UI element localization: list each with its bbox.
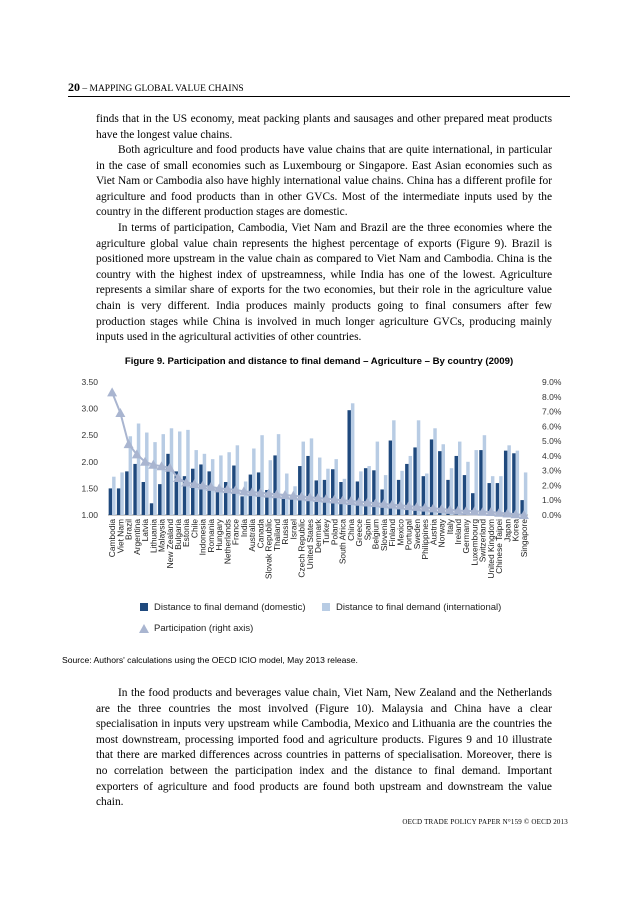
x-tick-label: Lithuania [148, 519, 159, 553]
x-tick-label: Hungary [214, 519, 225, 551]
x-tick-label: Czech Republic [296, 519, 307, 578]
x-tick-label: Canada [255, 519, 266, 549]
bar-domestic [397, 480, 400, 515]
legend-label-international: Distance to final demand (international) [336, 602, 502, 613]
bar-international [326, 469, 329, 515]
x-tick-label: Finland [387, 519, 398, 547]
y-tick-label-right-3: 3.0% [542, 465, 562, 476]
x-tick-label: Slovenia [378, 519, 389, 552]
bar-domestic [117, 488, 120, 515]
bar-international [507, 445, 510, 515]
x-tick-label: Sweden [411, 519, 422, 550]
bar-domestic [504, 451, 507, 515]
bar-international [318, 458, 321, 515]
bar-international [252, 449, 255, 516]
y-tick-label-left-1: 1.50 [81, 483, 98, 494]
legend-item-domestic [140, 602, 306, 613]
x-tick-label: Belgium [370, 519, 381, 550]
y-tick-label-right-8: 8.0% [542, 391, 562, 402]
bar-domestic [430, 439, 433, 515]
x-tick-label: Luxembourg [469, 519, 480, 566]
x-tick-label: New Zealand [164, 519, 175, 569]
y-tick-label-left-4: 3.00 [81, 403, 98, 414]
bar-international [120, 472, 123, 515]
y-tick-label-left-3: 2.50 [81, 430, 98, 441]
y-tick-label-left-5: 3.50 [81, 377, 98, 387]
x-tick-label: Mexico [395, 519, 406, 546]
paragraph-participation-text: In terms of participation, Cambodia, Viet Nam and Brazil are the three economies where the agriculture global value chain represents the highest percentage of exports (Figure 9). Brazil is positioned more upstream in the value chain as compared to Viet Nam and Cambodia. China is the country with the highest index of upstreamness, while India has one of the lowest. Agriculture represents a similar share of exports for the two economies, but their role in the agriculture value chain is very different. India produces mainly products going to final consumers after few production stages while China is involved in much longer agriculture GVCs, producing mainly inputs used in the agricultural activities of other countries. [96, 222, 552, 344]
bar-domestic [142, 482, 145, 515]
bar-international [277, 434, 280, 515]
x-tick-label: Austria [428, 519, 439, 546]
y-tick-label-left-0: 1.00 [81, 510, 98, 520]
x-tick-label: Slovak Republic [263, 519, 274, 580]
figure-source: Source: Authors' calculations using the OECD ICIO model, May 2013 release. [62, 655, 358, 665]
page-footer: OECD TRADE POLICY PAPER N°159 © OECD 2013 [402, 818, 568, 826]
bar-domestic [199, 464, 202, 515]
bar-domestic [158, 484, 161, 515]
x-tick-label: Portugal [403, 519, 414, 551]
legend-marker-participation [139, 624, 149, 633]
x-tick-label: Estonia [181, 519, 192, 547]
y-tick-label-right-0: 0.0% [542, 510, 562, 520]
bar-international [516, 451, 519, 515]
bar-domestic [512, 453, 515, 515]
bar-international [433, 428, 436, 515]
x-tick-label: Chile [189, 519, 200, 539]
page-number: 20 [68, 80, 80, 94]
bar-international [186, 430, 189, 515]
participation-marker [107, 387, 117, 396]
x-tick-label: Switzerland [477, 519, 488, 563]
y-tick-label-left-2: 2.00 [81, 456, 98, 467]
paragraph-participation [96, 221, 552, 346]
bar-international [334, 459, 337, 515]
x-tick-label: Latvia [140, 519, 151, 542]
legend-item-participation [139, 623, 253, 634]
bar-international [483, 435, 486, 515]
bar-domestic [150, 503, 153, 515]
participation-marker [124, 439, 134, 448]
header-rule [68, 96, 570, 97]
bar-domestic [455, 456, 458, 515]
bar-domestic [166, 454, 169, 515]
bar-international [417, 420, 420, 515]
bar-domestic [240, 496, 243, 515]
bar-international [153, 442, 156, 515]
y-tick-label-right-2: 2.0% [542, 480, 562, 491]
paragraph-food-text: In the food products and beverages value chain, Viet Nam, New Zealand and the Netherlands are the three countries the most involved (Figure 10). Malaysia and China have a clear specialisation in inputs very upstream while Cambodia, Mexico and Lithuania are the countries the most downstream, processing imported food and agriculture products. Figures 9 and 10 illustrate that there are marked differences across countries in patterns of specialisation. Moreover, there is no correlation between the participation index and the distance to final demand. Important exporters of agriculture and food products are found both upstream and downstream the value chain. [96, 687, 552, 809]
x-tick-label: United States [304, 519, 315, 570]
x-tick-label: Brazil [123, 519, 134, 540]
bar-domestic [306, 456, 309, 515]
x-tick-label: Netherlands [222, 519, 233, 565]
bar-domestic [109, 488, 112, 515]
x-tick-label: Italy [444, 519, 455, 535]
bar-international [269, 460, 272, 515]
x-tick-label: Argentina [131, 519, 142, 555]
x-tick-label: Australia [247, 519, 258, 552]
x-tick-label: Malaysia [156, 519, 167, 553]
x-tick-label: Indonesia [197, 519, 208, 556]
bar-domestic [207, 471, 210, 515]
bar-international [367, 466, 370, 515]
bar-international [359, 471, 362, 515]
x-tick-label: Singapore [518, 519, 529, 558]
x-tick-label: Greece [354, 519, 365, 547]
bar-domestic [298, 466, 301, 515]
bar-international [474, 450, 477, 515]
bar-international [137, 423, 140, 515]
legend-item-international [322, 602, 501, 613]
bar-international [236, 445, 239, 515]
x-tick-label: South Africa [337, 519, 348, 565]
bar-international [458, 442, 461, 515]
y-tick-label-right-6: 6.0% [542, 421, 562, 432]
y-tick-label-right-5: 5.0% [542, 436, 562, 447]
legend-label-domestic: Distance to final demand (domestic) [154, 602, 306, 613]
x-tick-label: Romania [205, 519, 216, 553]
x-tick-label: Korea [510, 519, 521, 542]
x-tick-label: Cambodia [107, 519, 118, 558]
legend-swatch-domestic [140, 603, 148, 611]
bar-international [145, 433, 148, 515]
bar-international [260, 435, 263, 515]
x-tick-label: Turkey [321, 519, 332, 545]
bar-international [302, 442, 305, 515]
x-tick-label: Bulgaria [173, 519, 183, 550]
bar-international [162, 434, 165, 515]
bar-international [384, 475, 387, 515]
paragraph-international [96, 143, 552, 221]
running-header [68, 80, 244, 95]
legend-swatch-international [322, 603, 330, 611]
x-tick-label: Spain [362, 519, 373, 541]
bar-international [244, 481, 247, 515]
bar-domestic [191, 469, 194, 515]
x-tick-label: Chinese Taipei [494, 519, 505, 574]
y-tick-label-right-1: 1.0% [542, 495, 562, 506]
x-tick-label: Israel [288, 519, 299, 540]
y-tick-label-right-7: 7.0% [542, 406, 562, 417]
paragraph-food [96, 686, 552, 811]
x-tick-label: Japan [502, 519, 513, 542]
bar-domestic [364, 468, 367, 515]
running-title: – MAPPING GLOBAL VALUE CHAINS [80, 84, 244, 94]
bar-international [442, 444, 445, 515]
x-tick-label: Thailand [271, 519, 282, 552]
x-tick-label: Philippines [420, 519, 431, 560]
figure-chart [60, 372, 580, 642]
bar-domestic [133, 464, 136, 515]
bar-domestic [372, 470, 375, 515]
x-tick-label: China [345, 519, 356, 541]
x-tick-label: Germany [461, 519, 472, 554]
x-tick-label: France [230, 519, 241, 546]
participation-marker [115, 408, 125, 417]
bar-domestic [273, 455, 276, 515]
figure-title: Figure 9. Participation and distance to final demand – Agriculture – By country (2009) [124, 356, 514, 367]
legend-label-participation: Participation (right axis) [154, 623, 254, 634]
x-tick-label: Russia [280, 519, 291, 545]
bar-international [310, 438, 313, 515]
x-tick-label: Ireland [453, 519, 463, 545]
bar-domestic [125, 471, 128, 515]
bar-domestic [290, 498, 293, 515]
bar-international [524, 472, 527, 515]
paragraph-continuation: finds that in the US economy, meat packing plants and sausages and other prepared meat products have the longest value chains. [96, 113, 552, 141]
bar-international [293, 486, 296, 515]
x-tick-label: Denmark [313, 519, 323, 553]
bar-international [227, 452, 230, 515]
bar-domestic [479, 450, 482, 515]
paragraph-international-text: Both agriculture and food products have value chains that are quite international, in particular in the case of small economies such as Luxembourg or Singapore. East Asian economies such as Viet Nam or Cambodia also have highly international value chains. China has a different profile for agriculture and food products than in other GVCs. Most of the intermediate inputs used by the country in the different production stages are domestic. [96, 144, 552, 219]
x-tick-label: India [238, 519, 249, 538]
x-tick-label: Norway [436, 519, 447, 548]
bar-international [178, 431, 181, 515]
x-tick-label: Poland [329, 519, 340, 546]
x-tick-label: United Kingdom [485, 519, 496, 579]
y-tick-label-right-4: 4.0% [542, 450, 562, 461]
x-tick-label: Viet Nam [115, 519, 126, 554]
bar-domestic [331, 469, 334, 515]
bar-international [112, 477, 115, 515]
y-tick-label-right-9: 9.0% [542, 377, 562, 387]
